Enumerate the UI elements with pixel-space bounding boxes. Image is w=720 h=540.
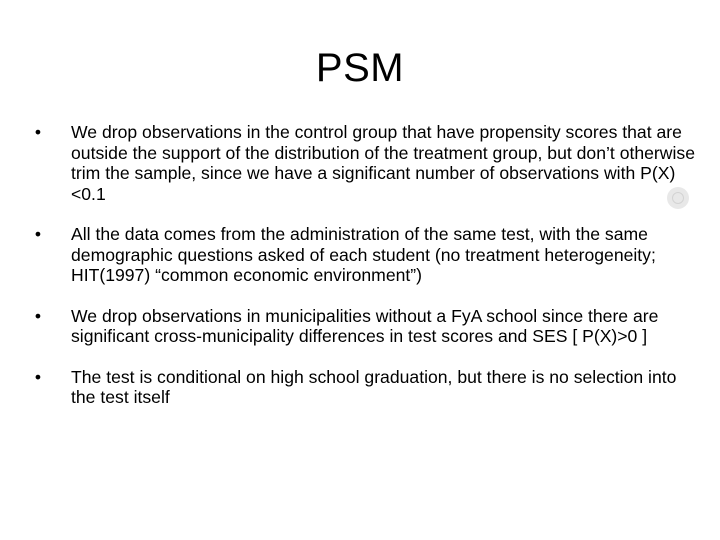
bullet-mark: •	[34, 305, 42, 326]
bullet-mark: •	[34, 224, 42, 244]
bullet-item	[30, 122, 695, 204]
bullet-item	[30, 306, 695, 347]
bullet-list	[30, 122, 695, 428]
bullet-item	[30, 367, 695, 408]
bullet-mark: •	[34, 366, 42, 387]
bullet-text: All the data comes from the administration of the same test, with the same demographic questions asked of each student (no treatment heterogeneity; HIT(1997) “common economic environment”)	[71, 224, 656, 285]
bullet-item	[30, 224, 695, 286]
bullet-text: The test is conditional on high school graduation, but there is no selection into the test itself	[71, 366, 677, 407]
faint-circle-icon	[667, 187, 689, 209]
bullet-text: We drop observations in municipalities without a FyA school since there are significant cross-municipality differences in test scores and SES [ P(X)>0 ]	[71, 305, 659, 346]
bullet-mark: •	[34, 122, 42, 142]
bullet-text: We drop observations in the control group that have propensity scores that are outside the support of the distribution of the treatment group, but don’t otherwise trim the sample, since we have a significant number of observations with P(X)<0.1	[71, 122, 695, 204]
slide-title: PSM	[315, 46, 405, 90]
